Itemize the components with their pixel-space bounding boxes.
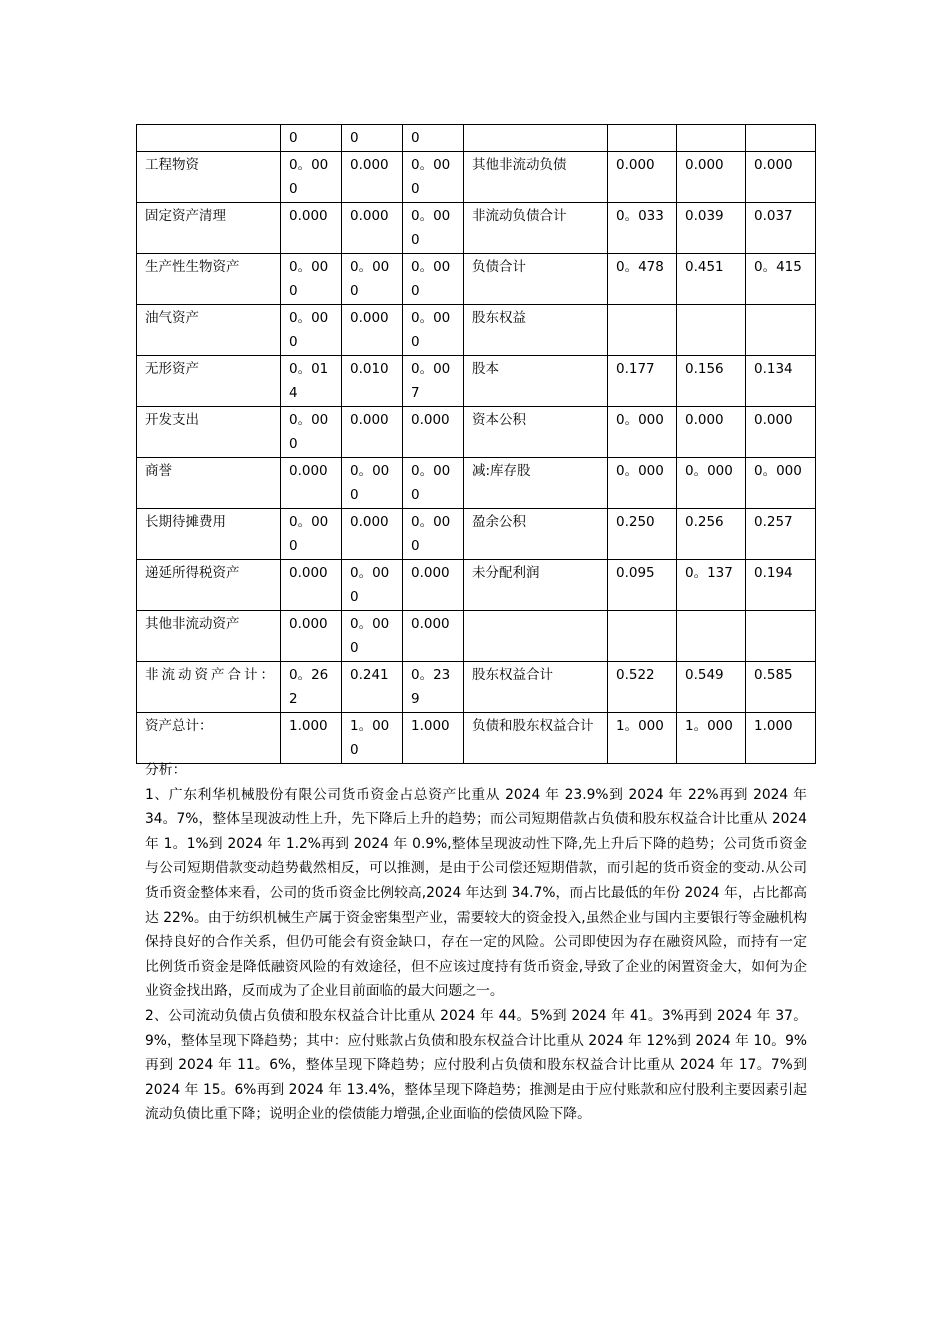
analysis-paragraph-1: 1、广东利华机械股份有限公司货币资金占总资产比重从 2024 年 23.9%到 2024 年 22%再到 2024 年 34。7%，整体呈现波动性上升，先下降后上升的趋势；而公司短期借款占负债和股东权益合计比重从 2024 年 1。1%到 2024 年 1.2%再到 2024 年 0.9%,整体呈现波动性下降,先上升后下降的趋势；公司货币资金与公司短期借款变动趋势截然相反，可以推测，是由于公司偿还短期借款，而引起的货币资金的变动.从公司货币资金整体来看，公司的货币资金比例较高,2024 年达到 34.7%，而占比最低的年份 2024 年，占比都高达 22%。由于纺织机械生产属于资金密集型产业，需要较大的资金投入,虽然企业与国内主要银行等金融机构保持良好的合作关系，但仍可能会有资金缺口，存在一定的风险。公司即使因为存在融资风险，而持有一定比例货币资金是降低融资风险的有效途径，但不应该过度持有货币资金,导致了企业的闲置资金大，如何为企业资金找出路，反而成为了企业目前面临的最大问题之一。 bbox=[145, 786, 807, 1000]
table-value-cell: 0.000 bbox=[403, 407, 464, 458]
table-value-cell: 0。000 bbox=[608, 458, 677, 509]
table-value-cell: 0.000 bbox=[342, 152, 403, 203]
table-value-cell: 0.000 bbox=[608, 152, 677, 203]
table-label-cell: 负债合计 bbox=[464, 254, 608, 305]
table-value-cell: 0.000 bbox=[281, 560, 342, 611]
table-label-cell: 固定资产清理 bbox=[137, 203, 281, 254]
table-value-cell: 0。000 bbox=[403, 203, 464, 254]
table-label-cell: 未分配利润 bbox=[464, 560, 608, 611]
table-row bbox=[137, 152, 816, 203]
table-row bbox=[137, 203, 816, 254]
table-label-cell bbox=[137, 125, 281, 152]
table-label-cell: 股东权益 bbox=[464, 305, 608, 356]
table-value-cell: 0。000 bbox=[281, 305, 342, 356]
table-value-cell bbox=[677, 611, 746, 662]
table-value-cell: 0.522 bbox=[608, 662, 677, 713]
table-value-cell: 0。000 bbox=[281, 509, 342, 560]
table-value-cell: 0。033 bbox=[608, 203, 677, 254]
table-value-cell: 0。000 bbox=[342, 560, 403, 611]
table-value-cell: 0。000 bbox=[281, 152, 342, 203]
table-value-cell bbox=[746, 611, 816, 662]
table-value-cell bbox=[746, 125, 816, 152]
table-value-cell: 0.037 bbox=[746, 203, 816, 254]
table-value-cell bbox=[746, 305, 816, 356]
table-value-cell: 0.451 bbox=[677, 254, 746, 305]
table-value-cell: 0。000 bbox=[403, 305, 464, 356]
table-value-cell: 0.241 bbox=[342, 662, 403, 713]
table-value-cell: 0.256 bbox=[677, 509, 746, 560]
table-value-cell bbox=[677, 125, 746, 152]
table-value-cell: 0。000 bbox=[342, 611, 403, 662]
table-row bbox=[137, 560, 816, 611]
table-value-cell: 0.194 bbox=[746, 560, 816, 611]
table-label-cell: 开发支出 bbox=[137, 407, 281, 458]
table-row bbox=[137, 125, 816, 152]
table-label-cell: 工程物资 bbox=[137, 152, 281, 203]
table-value-cell: 0。000 bbox=[608, 407, 677, 458]
analysis-paragraph-2: 2、公司流动负债占负债和股东权益合计比重从 2024 年 44。5%到 2024 年 41。3%再到 2024 年 37。9%，整体呈现下降趋势；其中：应付账款占负债和股东权益合计比重从 2024 年 12%到 2024 年 10。9%再到 2024 年 11。6%，整体呈现下降趋势；应付股利占负债和股东权益合计比重从 2024 年 17。7%到 2024 年 15。6%再到 2024 年 13.4%，整体呈现下降趋势；推测是由于应付账款和应付股利主要因素引起流动负债比重下降；说明企业的偿债能力增强,企业面临的偿债风险下降。 bbox=[145, 1007, 807, 1123]
table-label-cell: 股本 bbox=[464, 356, 608, 407]
table-value-cell bbox=[677, 305, 746, 356]
table-row bbox=[137, 254, 816, 305]
table-value-cell: 0 bbox=[403, 125, 464, 152]
table-label-cell: 其他非流动资产 bbox=[137, 611, 281, 662]
table-value-cell: 0。000 bbox=[403, 458, 464, 509]
table-row bbox=[137, 713, 816, 764]
table-label-cell bbox=[464, 611, 608, 662]
table-value-cell: 1。000 bbox=[677, 713, 746, 764]
table-label-cell: 减:库存股 bbox=[464, 458, 608, 509]
table-value-cell: 1。000 bbox=[608, 713, 677, 764]
table-row bbox=[137, 458, 816, 509]
table-row bbox=[137, 662, 816, 713]
table-row bbox=[137, 407, 816, 458]
table-value-cell: 0。000 bbox=[342, 254, 403, 305]
table-row bbox=[137, 509, 816, 560]
table-value-cell: 0。014 bbox=[281, 356, 342, 407]
table-value-cell: 0。000 bbox=[281, 254, 342, 305]
table-value-cell: 1.000 bbox=[403, 713, 464, 764]
table-value-cell: 0。000 bbox=[403, 152, 464, 203]
table-value-cell: 0.250 bbox=[608, 509, 677, 560]
table-value-cell: 0.095 bbox=[608, 560, 677, 611]
table-value-cell: 0.000 bbox=[342, 203, 403, 254]
balance-sheet-table bbox=[136, 124, 816, 764]
table-value-cell: 0。000 bbox=[281, 407, 342, 458]
table-value-cell: 0.156 bbox=[677, 356, 746, 407]
table-value-cell bbox=[608, 125, 677, 152]
table-value-cell: 0.000 bbox=[677, 407, 746, 458]
table-label-cell: 股东权益合计 bbox=[464, 662, 608, 713]
table-value-cell: 0.000 bbox=[746, 152, 816, 203]
table-value-cell: 0.134 bbox=[746, 356, 816, 407]
table-value-cell: 0。000 bbox=[746, 458, 816, 509]
table-label-cell: 非流动资产合计： bbox=[137, 662, 281, 713]
table-value-cell: 0.000 bbox=[746, 407, 816, 458]
table-value-cell: 0.000 bbox=[677, 152, 746, 203]
table-value-cell: 0.177 bbox=[608, 356, 677, 407]
table-value-cell: 0.000 bbox=[281, 458, 342, 509]
table-value-cell: 0.000 bbox=[281, 611, 342, 662]
analysis-heading: 分析： bbox=[145, 762, 187, 778]
table-value-cell bbox=[608, 611, 677, 662]
table-value-cell: 0。415 bbox=[746, 254, 816, 305]
table-value-cell: 0.549 bbox=[677, 662, 746, 713]
table-value-cell: 0.000 bbox=[342, 305, 403, 356]
table-value-cell: 0。478 bbox=[608, 254, 677, 305]
table-value-cell: 1.000 bbox=[746, 713, 816, 764]
table-value-cell bbox=[608, 305, 677, 356]
table-row bbox=[137, 305, 816, 356]
table-value-cell: 0.010 bbox=[342, 356, 403, 407]
table-value-cell: 0。137 bbox=[677, 560, 746, 611]
table-value-cell: 0。239 bbox=[403, 662, 464, 713]
table-value-cell: 0.000 bbox=[342, 509, 403, 560]
table-value-cell: 0.039 bbox=[677, 203, 746, 254]
table-value-cell: 0.000 bbox=[281, 203, 342, 254]
table-value-cell: 0。000 bbox=[403, 509, 464, 560]
table-row bbox=[137, 356, 816, 407]
table-label-cell: 资本公积 bbox=[464, 407, 608, 458]
table-label-cell: 负债和股东权益合计 bbox=[464, 713, 608, 764]
table-value-cell: 0。262 bbox=[281, 662, 342, 713]
table-label-cell: 无形资产 bbox=[137, 356, 281, 407]
table-value-cell: 0。000 bbox=[677, 458, 746, 509]
table-value-cell: 0.257 bbox=[746, 509, 816, 560]
table-label-cell: 长期待摊费用 bbox=[137, 509, 281, 560]
table-value-cell: 0 bbox=[342, 125, 403, 152]
table-label-cell: 递延所得税资产 bbox=[137, 560, 281, 611]
analysis-section bbox=[145, 758, 807, 1127]
table-value-cell: 0.585 bbox=[746, 662, 816, 713]
table-value-cell: 1。000 bbox=[342, 713, 403, 764]
table-label-cell: 资产总计： bbox=[137, 713, 281, 764]
table-value-cell: 0。000 bbox=[403, 254, 464, 305]
table-value-cell: 0。007 bbox=[403, 356, 464, 407]
table-value-cell: 1.000 bbox=[281, 713, 342, 764]
table-label-cell bbox=[464, 125, 608, 152]
table-value-cell: 0.000 bbox=[342, 407, 403, 458]
table-row bbox=[137, 611, 816, 662]
table-value-cell: 0 bbox=[281, 125, 342, 152]
table-label-cell: 油气资产 bbox=[137, 305, 281, 356]
table-value-cell: 0.000 bbox=[403, 611, 464, 662]
table-value-cell: 0.000 bbox=[403, 560, 464, 611]
table-label-cell: 生产性生物资产 bbox=[137, 254, 281, 305]
table-label-cell: 其他非流动负债 bbox=[464, 152, 608, 203]
table-label-cell: 盈余公积 bbox=[464, 509, 608, 560]
table-label-cell: 商誉 bbox=[137, 458, 281, 509]
table-label-cell: 非流动负债合计 bbox=[464, 203, 608, 254]
table-value-cell: 0。000 bbox=[342, 458, 403, 509]
